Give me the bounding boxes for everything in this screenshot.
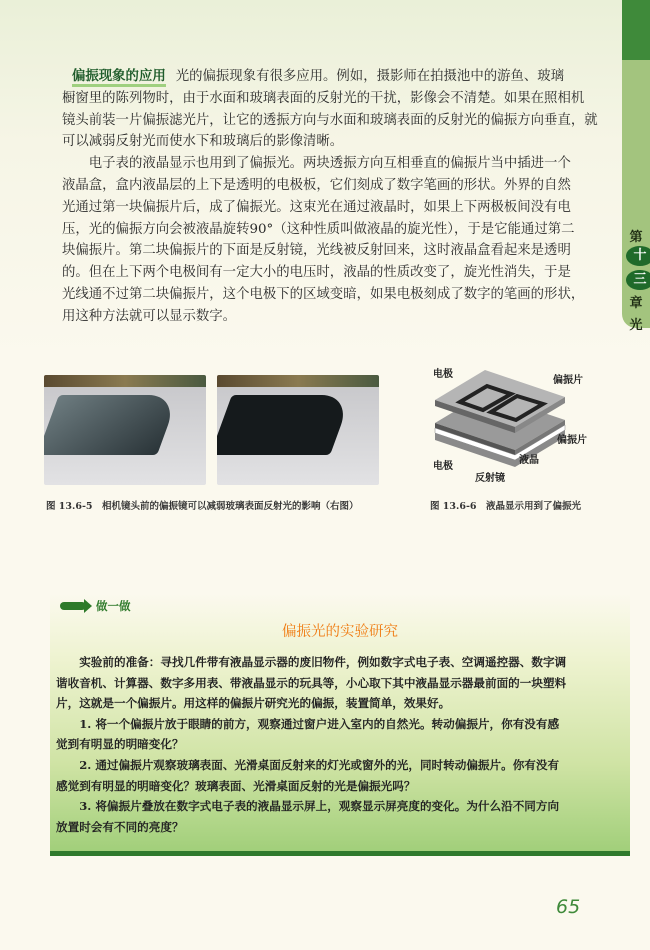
label-electrode-top: 电极 [433, 369, 453, 380]
chapter-tab [622, 60, 650, 333]
label-mirror: 反射镜 [475, 473, 505, 484]
text-line: 液晶盒，盒内液晶层的上下是透明的电极板，它们刻成了数字笔画的形状。外界的自然 [62, 177, 571, 193]
tab-char: 第 [629, 230, 643, 245]
lcd-diagram [425, 365, 600, 485]
figure-caption-13-6-6: 图 13.6-6 液晶显示用到了偏振光 [430, 501, 581, 512]
activity-line: 1. 将一个偏振片放于眼睛的前方，观察通过窗户进入室内的自然光。转动偏振片，你有没有感 [56, 716, 560, 731]
activity-line: 实验前的准备：寻找几件带有液晶显示器的废旧物件，例如数字式电子表、空调遥控器、数字调 [56, 655, 567, 669]
text-line: 用这种方法就可以显示数字。 [62, 308, 237, 324]
chapter-tab-top [622, 0, 650, 60]
activity-line: 谐收音机、计算器、数字多用表、带液晶显示的玩具等，小心取下其中液晶显示器最前面的一块塑料 [56, 675, 567, 690]
arrow-icon [60, 602, 86, 610]
text-line: 光通过第一块偏振片后，成了偏振光。这束光在通过液晶时，如果上下两极板间没有电 [62, 199, 571, 215]
photo-car-with-polarizer [217, 375, 379, 485]
text-line: 镜头前装一片偏振滤光片，让它的透振方向与水面和玻璃表面的反射光的偏振方向垂直，就 [62, 112, 598, 128]
activity-box [50, 594, 630, 856]
tab-char: 三 [626, 270, 650, 290]
activity-line: 感觉到有明显的明暗变化？玻璃表面、光滑桌面反射的光是偏振光吗？ [56, 778, 416, 793]
text-line: 压，光的偏振方向会被液晶旋转90°（这种性质叫做液晶的旋光性），于是它能通过第二 [62, 221, 575, 237]
activity-line: 2. 通过偏振片观察玻璃表面、光滑桌面反射来的灯光或窗外的光，同时转动偏振片。你有没有 [56, 757, 560, 772]
text-line: 的。但在上下两个电极间有一定大小的电压时，液晶的性质改变了，旋光性消失，于是 [62, 265, 571, 281]
activity-line: 片，这就是一个偏振片。用这样的偏振片研究光的偏振，装置简单，效果好。 [56, 696, 451, 711]
text-line: 偏振现象的应用 光的偏振现象有很多应用。例如，摄影师在拍摄池中的游鱼、玻璃 [72, 66, 617, 88]
text-line: 可以减弱反射光而使水下和玻璃后的影像清晰。 [62, 134, 344, 150]
page-number: 65 [556, 896, 581, 918]
text-line: 橱窗里的陈列物时，由于水面和玻璃表面的反射光的干扰，影像会不清楚。如果在照相机 [62, 90, 585, 106]
label-polarizer-top: 偏振片 [553, 375, 583, 386]
activity-line: 放置时会有不同的亮度？ [56, 819, 184, 834]
label-liquid-crystal: 液晶 [519, 455, 539, 466]
section-label: 偏振现象的应用 [72, 69, 166, 87]
activity-body [56, 652, 566, 837]
activity-line: 觉到有明显的明暗变化？ [56, 737, 184, 752]
activity-tag: 做一做 [60, 598, 131, 614]
label-polarizer-bottom: 偏振片 [557, 435, 587, 446]
figure-caption-13-6-5: 图 13.6-5 相机镜头前的偏振镜可以减弱玻璃表面反射光的影响（右图） [46, 501, 359, 512]
activity-line: 3. 将偏振片叠放在数字式电子表的液晶显示屏上，观察显示屏亮度的变化。为什么沿不同方向 [56, 799, 560, 814]
tab-char: 光 [629, 318, 643, 333]
label-electrode-bottom: 电极 [433, 461, 453, 472]
section-text [62, 66, 617, 328]
activity-bottom-rule [50, 851, 630, 856]
text-line: 块偏振片。第二块偏振片的下面是反射镜，光线被反射回来，这时液晶盒看起来是透明 [62, 243, 571, 259]
text-line: 光线通不过第二块偏振片，这个电极下的区域变暗，如果电极刻成了数字的笔画的形状， [62, 286, 585, 302]
tab-char: 章 [629, 296, 643, 311]
activity-title: 偏振光的实验研究 [282, 624, 398, 640]
tab-char: 十 [626, 246, 650, 266]
text-line: 电子表的液晶显示也用到了偏振光。两块透振方向互相垂直的偏振片当中插进一个 [62, 156, 571, 172]
photo-car-without-polarizer [44, 375, 206, 485]
